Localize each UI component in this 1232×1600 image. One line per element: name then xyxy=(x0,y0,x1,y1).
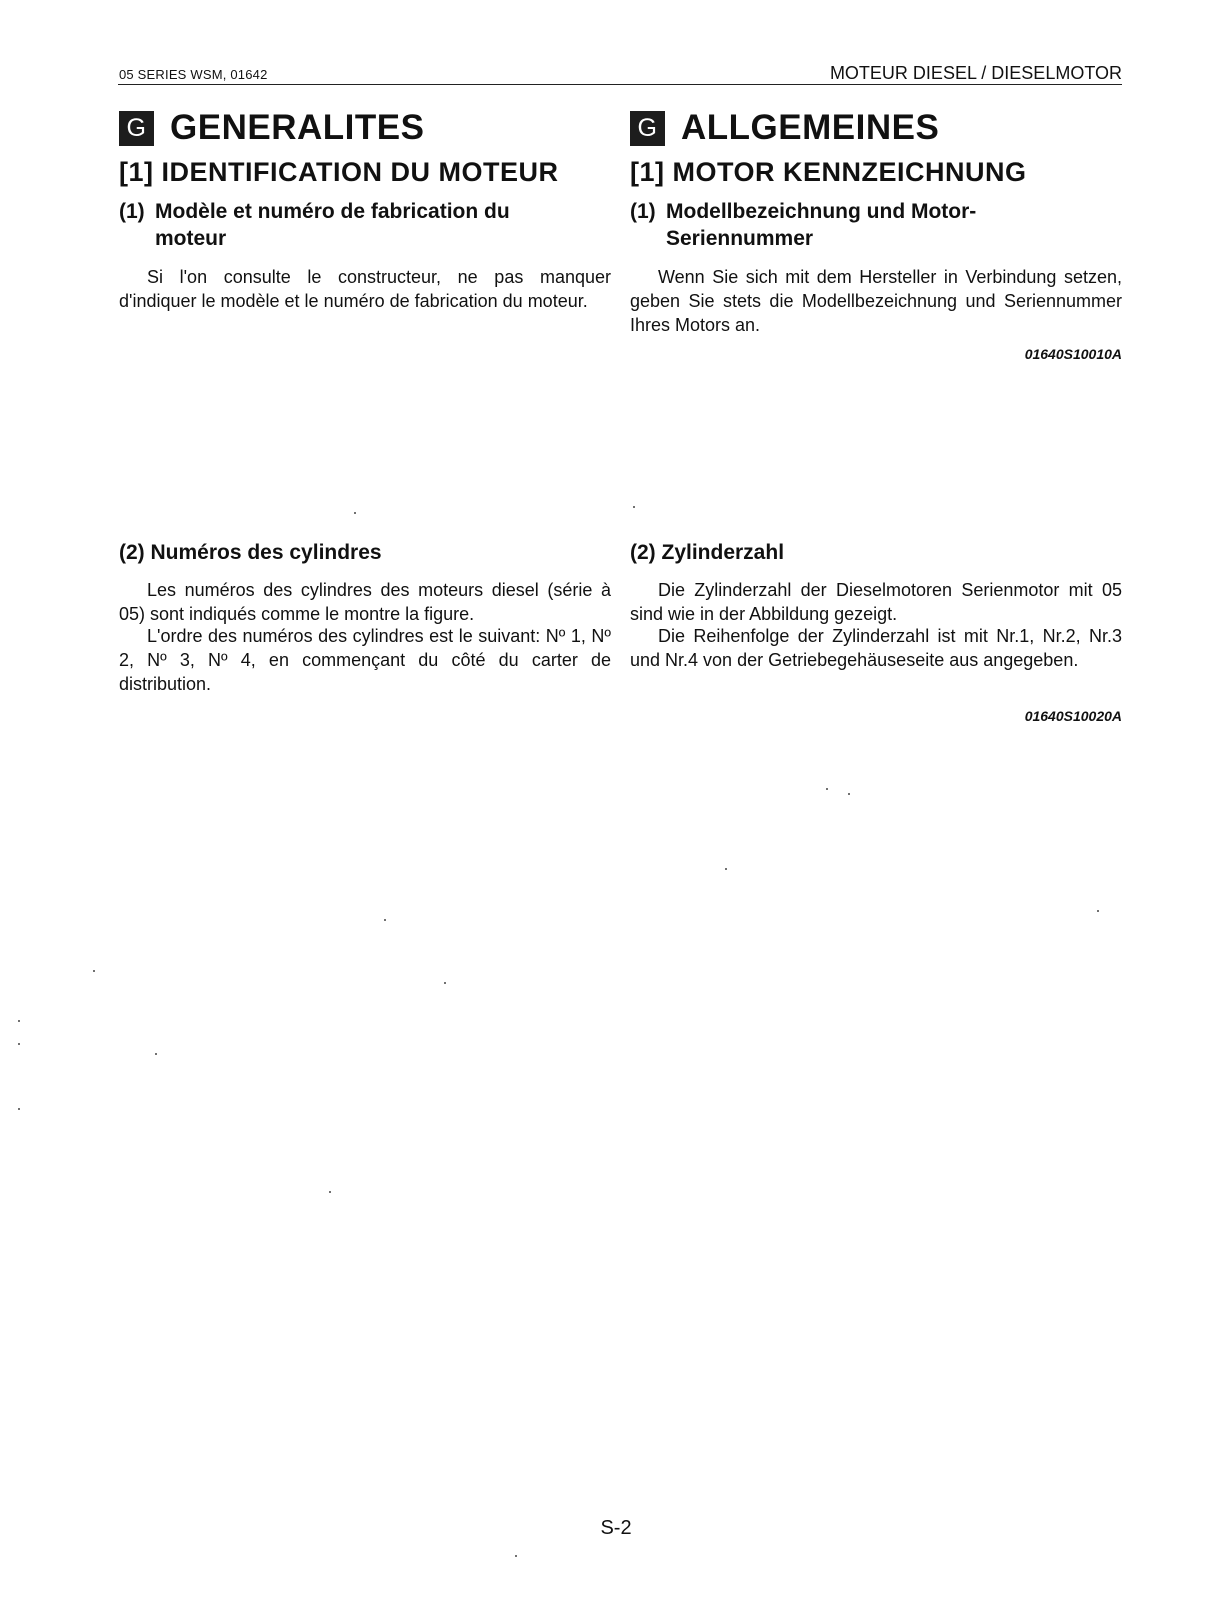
section-title-de-text: ALLGEMEINES xyxy=(681,108,940,147)
page-number: S-2 xyxy=(600,1517,632,1539)
item1-body-fr: Si l'on consulte le constructeur, ne pas manquer d'indiquer le modèle et le numéro de fabrication du moteur. xyxy=(119,267,611,311)
g-badge-icon-de: G xyxy=(630,111,665,146)
scan-speck xyxy=(1097,910,1099,912)
header-chapter-title: MOTEUR DIESEL / DIESELMOTOR xyxy=(829,63,1122,83)
g-badge-icon-fr: G xyxy=(119,111,154,146)
item2-reference-code: 01640S10020A xyxy=(1024,708,1122,724)
subsection-title-de: [1] MOTOR KENNZEICHNUNG xyxy=(630,157,1027,187)
item1-reference-code: 01640S10010A xyxy=(1024,346,1122,362)
item2-title-fr: (2) Numéros des cylindres xyxy=(119,541,382,564)
scan-speck xyxy=(515,1555,517,1557)
section-title-fr-text: GENERALITES xyxy=(170,108,425,147)
item1-number-de: (1) xyxy=(630,200,656,223)
item2-body1-fr: Les numéros des cylindres des moteurs diesel (série à 05) sont indiqués comme le montre la figure. xyxy=(119,580,611,624)
scan-speck xyxy=(18,1043,20,1045)
item1-title-fr-line1: Modèle et numéro de fabrication du xyxy=(155,200,510,223)
item2-title-de: (2) Zylinderzahl xyxy=(630,541,785,564)
item1-number-fr: (1) xyxy=(119,200,145,223)
header-document-id: 05 SERIES WSM, 01642 xyxy=(119,67,268,82)
scan-speck xyxy=(633,506,635,508)
scan-speck xyxy=(93,970,95,972)
scan-speck xyxy=(329,1191,331,1193)
header-rule xyxy=(118,84,1122,85)
subsection-title-fr: [1] IDENTIFICATION DU MOTEUR xyxy=(119,157,559,187)
scan-speck xyxy=(848,793,850,795)
scan-speck xyxy=(354,512,356,514)
scan-speck xyxy=(826,788,828,790)
scan-speck xyxy=(18,1108,20,1110)
item1-title-de-line1: Modellbezeichnung und Motor- xyxy=(666,200,977,223)
scan-speck xyxy=(444,982,446,984)
section-title-de xyxy=(630,108,939,148)
item1-body-de: Wenn Sie sich mit dem Hersteller in Verbindung setzen, geben Sie stets die Modellbezeichnung und Seriennummer Ihres Motors an. xyxy=(630,267,1122,335)
item1-title-fr-line2: moteur xyxy=(155,227,227,250)
item2-body1-de: Die Zylinderzahl der Dieselmotoren Serienmotor mit 05 sind wie in der Abbildung gezeigt. xyxy=(630,580,1122,624)
item1-title-de-line2: Seriennummer xyxy=(666,227,814,250)
scan-speck xyxy=(725,868,727,870)
section-title-fr xyxy=(119,108,424,148)
scan-speck xyxy=(18,1020,20,1022)
scan-speck xyxy=(155,1053,157,1055)
item2-body2-de: Die Reihenfolge der Zylinderzahl ist mit Nr.1, Nr.2, Nr.3 und Nr.4 von der Getriebegehäuseseite aus angegeben. xyxy=(630,626,1122,670)
item2-body2-fr: L'ordre des numéros des cylindres est le suivant: Nº 1, Nº 2, Nº 3, Nº 4, en commençant du côté du carter de distribution. xyxy=(119,626,611,694)
item1-title-fr xyxy=(119,198,611,252)
scan-speck xyxy=(384,919,386,921)
item1-title-de xyxy=(630,198,1122,252)
